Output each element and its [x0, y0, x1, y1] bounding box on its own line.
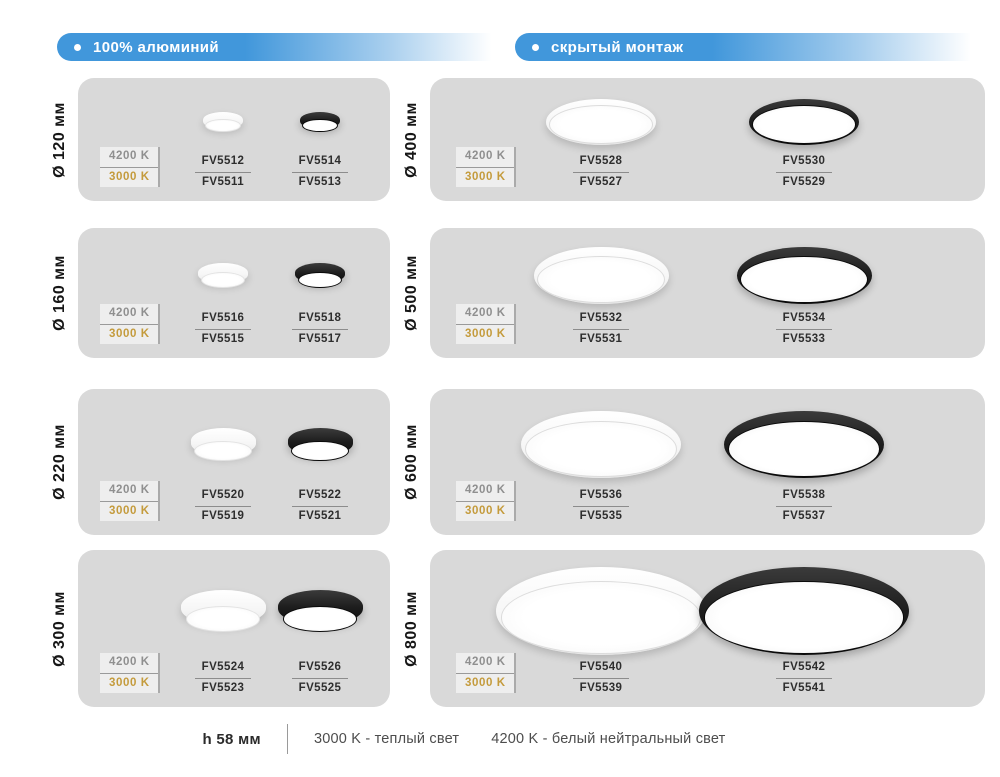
- lamp-area: [203, 78, 243, 156]
- lamp-area: [534, 228, 669, 313]
- ceiling-lamp-white: [496, 567, 706, 655]
- panel-content: [78, 389, 390, 535]
- height-spec-label: h 58 мм: [202, 730, 261, 748]
- temp-4200k-label: 4200 K: [100, 481, 158, 501]
- temp-4200k-label: 4200 K: [456, 653, 514, 673]
- product-cell: [686, 550, 922, 707]
- product-cell: [158, 550, 288, 707]
- product-code-3000k: FV5533: [782, 332, 826, 345]
- product-cell: [686, 228, 922, 358]
- lamp-glow: [186, 606, 261, 632]
- product-cell: [158, 389, 288, 535]
- ceiling-lamp-black: [724, 411, 884, 478]
- temperature-key-cell: [100, 78, 158, 201]
- panel-content: [78, 228, 390, 358]
- product-panel: [430, 389, 985, 535]
- product-panel: [430, 228, 985, 358]
- product-cell: [288, 389, 352, 535]
- product-code-3000k: FV5511: [201, 175, 245, 188]
- product-codes: [292, 490, 349, 522]
- product-codes: [776, 313, 833, 345]
- product-code-4200k: FV5538: [776, 490, 833, 507]
- banner-concealed-mount-label: скрытый монтаж: [551, 38, 684, 56]
- product-code-4200k: FV5528: [573, 156, 630, 173]
- product-cell: [516, 228, 686, 358]
- legend-4200k: 4200 K - белый нейтральный свет: [491, 731, 726, 747]
- temperature-key-cell: [456, 389, 516, 535]
- ceiling-lamp-black: [288, 428, 353, 461]
- product-code-3000k: FV5531: [579, 332, 623, 345]
- product-cell: [158, 78, 288, 201]
- lamp-area: [181, 550, 266, 662]
- footer: [0, 724, 1000, 754]
- panel-content: [430, 228, 985, 358]
- color-temperature-key: [456, 147, 516, 187]
- product-code-4200k: FV5524: [195, 662, 252, 679]
- bullet-icon: [532, 44, 539, 51]
- color-temperature-key: [100, 304, 160, 344]
- product-cell: [516, 389, 686, 535]
- ceiling-lamp-black: [300, 112, 340, 132]
- banner-concealed-mount: [515, 33, 985, 61]
- product-cell: [158, 228, 288, 358]
- ceiling-lamp-white: [198, 263, 248, 288]
- product-code-4200k: FV5534: [776, 313, 833, 330]
- product-cell: [516, 550, 686, 707]
- temp-4200k-label: 4200 K: [456, 304, 514, 324]
- product-cell: [686, 78, 922, 201]
- product-code-4200k: FV5518: [292, 313, 349, 330]
- panel-content: [78, 78, 390, 201]
- ceiling-lamp-white: [546, 99, 656, 145]
- ceiling-lamp-black: [749, 99, 859, 145]
- product-codes: [195, 313, 252, 345]
- product-codes: [573, 662, 630, 694]
- banner-aluminum: [57, 33, 505, 61]
- product-codes: [776, 490, 833, 522]
- lamp-glow: [501, 581, 701, 654]
- lamp-glow: [704, 581, 904, 654]
- product-codes: [573, 313, 630, 345]
- color-temperature-key: [456, 304, 516, 344]
- ceiling-lamp-white: [521, 411, 681, 478]
- ceiling-lamp-white: [203, 112, 243, 132]
- temperature-key-cell: [456, 78, 516, 201]
- diameter-label: Ø 300 мм: [51, 590, 68, 667]
- lamp-area: [496, 550, 706, 662]
- product-codes: [573, 156, 630, 188]
- temp-3000k-label: 3000 K: [100, 167, 158, 188]
- diameter-label: Ø 400 мм: [403, 101, 420, 178]
- diameter-label: Ø 600 мм: [403, 424, 420, 500]
- product-code-3000k: FV5517: [298, 332, 342, 345]
- lamp-area: [295, 228, 345, 313]
- product-codes: [573, 490, 630, 522]
- diameter-label: Ø 800 мм: [403, 590, 420, 667]
- product-codes: [776, 156, 833, 188]
- product-codes: [195, 662, 252, 694]
- product-panel: [430, 78, 985, 201]
- product-cell: [288, 78, 352, 201]
- lamp-glow: [728, 421, 880, 477]
- lamp-glow: [537, 256, 665, 303]
- lamp-area: [699, 550, 909, 662]
- product-codes: [292, 313, 349, 345]
- temp-3000k-label: 3000 K: [456, 501, 514, 522]
- temp-3000k-label: 3000 K: [456, 324, 514, 345]
- product-code-4200k: FV5526: [292, 662, 349, 679]
- lamp-glow: [525, 421, 677, 477]
- diameter-label: Ø 500 мм: [403, 255, 420, 331]
- lamp-area: [724, 389, 884, 490]
- product-code-3000k: FV5537: [782, 509, 826, 522]
- panel-content: [78, 550, 390, 707]
- lamp-area: [278, 550, 363, 662]
- lamp-glow: [298, 272, 342, 288]
- product-code-4200k: FV5514: [292, 156, 349, 173]
- product-cell: [516, 78, 686, 201]
- temperature-key-cell: [456, 228, 516, 358]
- temp-4200k-label: 4200 K: [100, 304, 158, 324]
- product-code-4200k: FV5516: [195, 313, 252, 330]
- temp-4200k-label: 4200 K: [456, 481, 514, 501]
- product-panel: [78, 228, 390, 358]
- product-code-4200k: FV5540: [573, 662, 630, 679]
- lamp-area: [191, 389, 256, 490]
- panel-content: [430, 550, 985, 707]
- product-code-4200k: FV5530: [776, 156, 833, 173]
- temp-4200k-label: 4200 K: [100, 147, 158, 167]
- temp-3000k-label: 3000 K: [100, 501, 158, 522]
- lamp-glow: [291, 441, 348, 461]
- product-code-3000k: FV5519: [201, 509, 245, 522]
- product-code-3000k: FV5529: [782, 175, 826, 188]
- product-codes: [776, 662, 833, 694]
- product-code-4200k: FV5520: [195, 490, 252, 507]
- temp-3000k-label: 3000 K: [456, 167, 514, 188]
- temperature-key-cell: [100, 389, 158, 535]
- product-code-4200k: FV5512: [195, 156, 252, 173]
- bullet-icon: [74, 44, 81, 51]
- product-code-3000k: FV5515: [201, 332, 245, 345]
- product-codes: [195, 490, 252, 522]
- color-temperature-key: [456, 481, 516, 521]
- lamp-glow: [194, 441, 251, 461]
- product-code-4200k: FV5522: [292, 490, 349, 507]
- product-code-3000k: FV5525: [298, 681, 342, 694]
- panel-content: [430, 78, 985, 201]
- product-cell: [288, 228, 352, 358]
- product-codes: [292, 662, 349, 694]
- product-panel: [78, 550, 390, 707]
- temp-4200k-label: 4200 K: [456, 147, 514, 167]
- product-code-3000k: FV5527: [579, 175, 623, 188]
- diameter-label: Ø 120 мм: [51, 101, 68, 178]
- lamp-glow: [205, 119, 240, 132]
- lamp-area: [749, 78, 859, 156]
- product-codes: [195, 156, 252, 188]
- temp-3000k-label: 3000 K: [100, 324, 158, 345]
- product-code-3000k: FV5539: [579, 681, 623, 694]
- color-temperature-key: [100, 147, 160, 187]
- product-code-4200k: FV5532: [573, 313, 630, 330]
- product-code-3000k: FV5523: [201, 681, 245, 694]
- lamp-area: [288, 389, 353, 490]
- product-panel: [78, 78, 390, 201]
- temperature-key-cell: [100, 550, 158, 707]
- diameter-label: Ø 160 мм: [51, 255, 68, 331]
- product-panel: [430, 550, 985, 707]
- lamp-glow: [283, 606, 358, 632]
- lamp-glow: [740, 256, 868, 303]
- lamp-area: [521, 389, 681, 490]
- color-temperature-key: [100, 481, 160, 521]
- lamp-area: [198, 228, 248, 313]
- product-code-4200k: FV5542: [776, 662, 833, 679]
- footer-divider: [287, 724, 288, 754]
- ceiling-lamp-white: [191, 428, 256, 461]
- lamp-area: [546, 78, 656, 156]
- product-codes: [292, 156, 349, 188]
- product-code-4200k: FV5536: [573, 490, 630, 507]
- ceiling-lamp-white: [181, 590, 266, 633]
- product-panel: [78, 389, 390, 535]
- product-code-3000k: FV5513: [298, 175, 342, 188]
- lamp-glow: [201, 272, 245, 288]
- product-code-3000k: FV5541: [782, 681, 826, 694]
- temp-3000k-label: 3000 K: [456, 673, 514, 694]
- legend-3000k: 3000 K - теплый свет: [313, 731, 460, 747]
- temp-3000k-label: 3000 K: [100, 673, 158, 694]
- ceiling-lamp-white: [534, 247, 669, 304]
- diameter-label: Ø 220 мм: [51, 424, 68, 500]
- ceiling-lamp-black: [737, 247, 872, 304]
- ceiling-lamp-black: [699, 567, 909, 655]
- product-code-3000k: FV5535: [579, 509, 623, 522]
- lamp-glow: [302, 119, 337, 132]
- lamp-area: [737, 228, 872, 313]
- panel-content: [430, 389, 985, 535]
- temperature-key-cell: [100, 228, 158, 358]
- product-code-3000k: FV5521: [298, 509, 342, 522]
- ceiling-lamp-black: [278, 590, 363, 633]
- product-cell: [288, 550, 352, 707]
- color-temperature-key: [100, 653, 160, 693]
- temp-4200k-label: 4200 K: [100, 653, 158, 673]
- ceiling-lamp-black: [295, 263, 345, 288]
- product-cell: [686, 389, 922, 535]
- banner-aluminum-label: 100% алюминий: [93, 38, 220, 56]
- lamp-area: [300, 78, 340, 156]
